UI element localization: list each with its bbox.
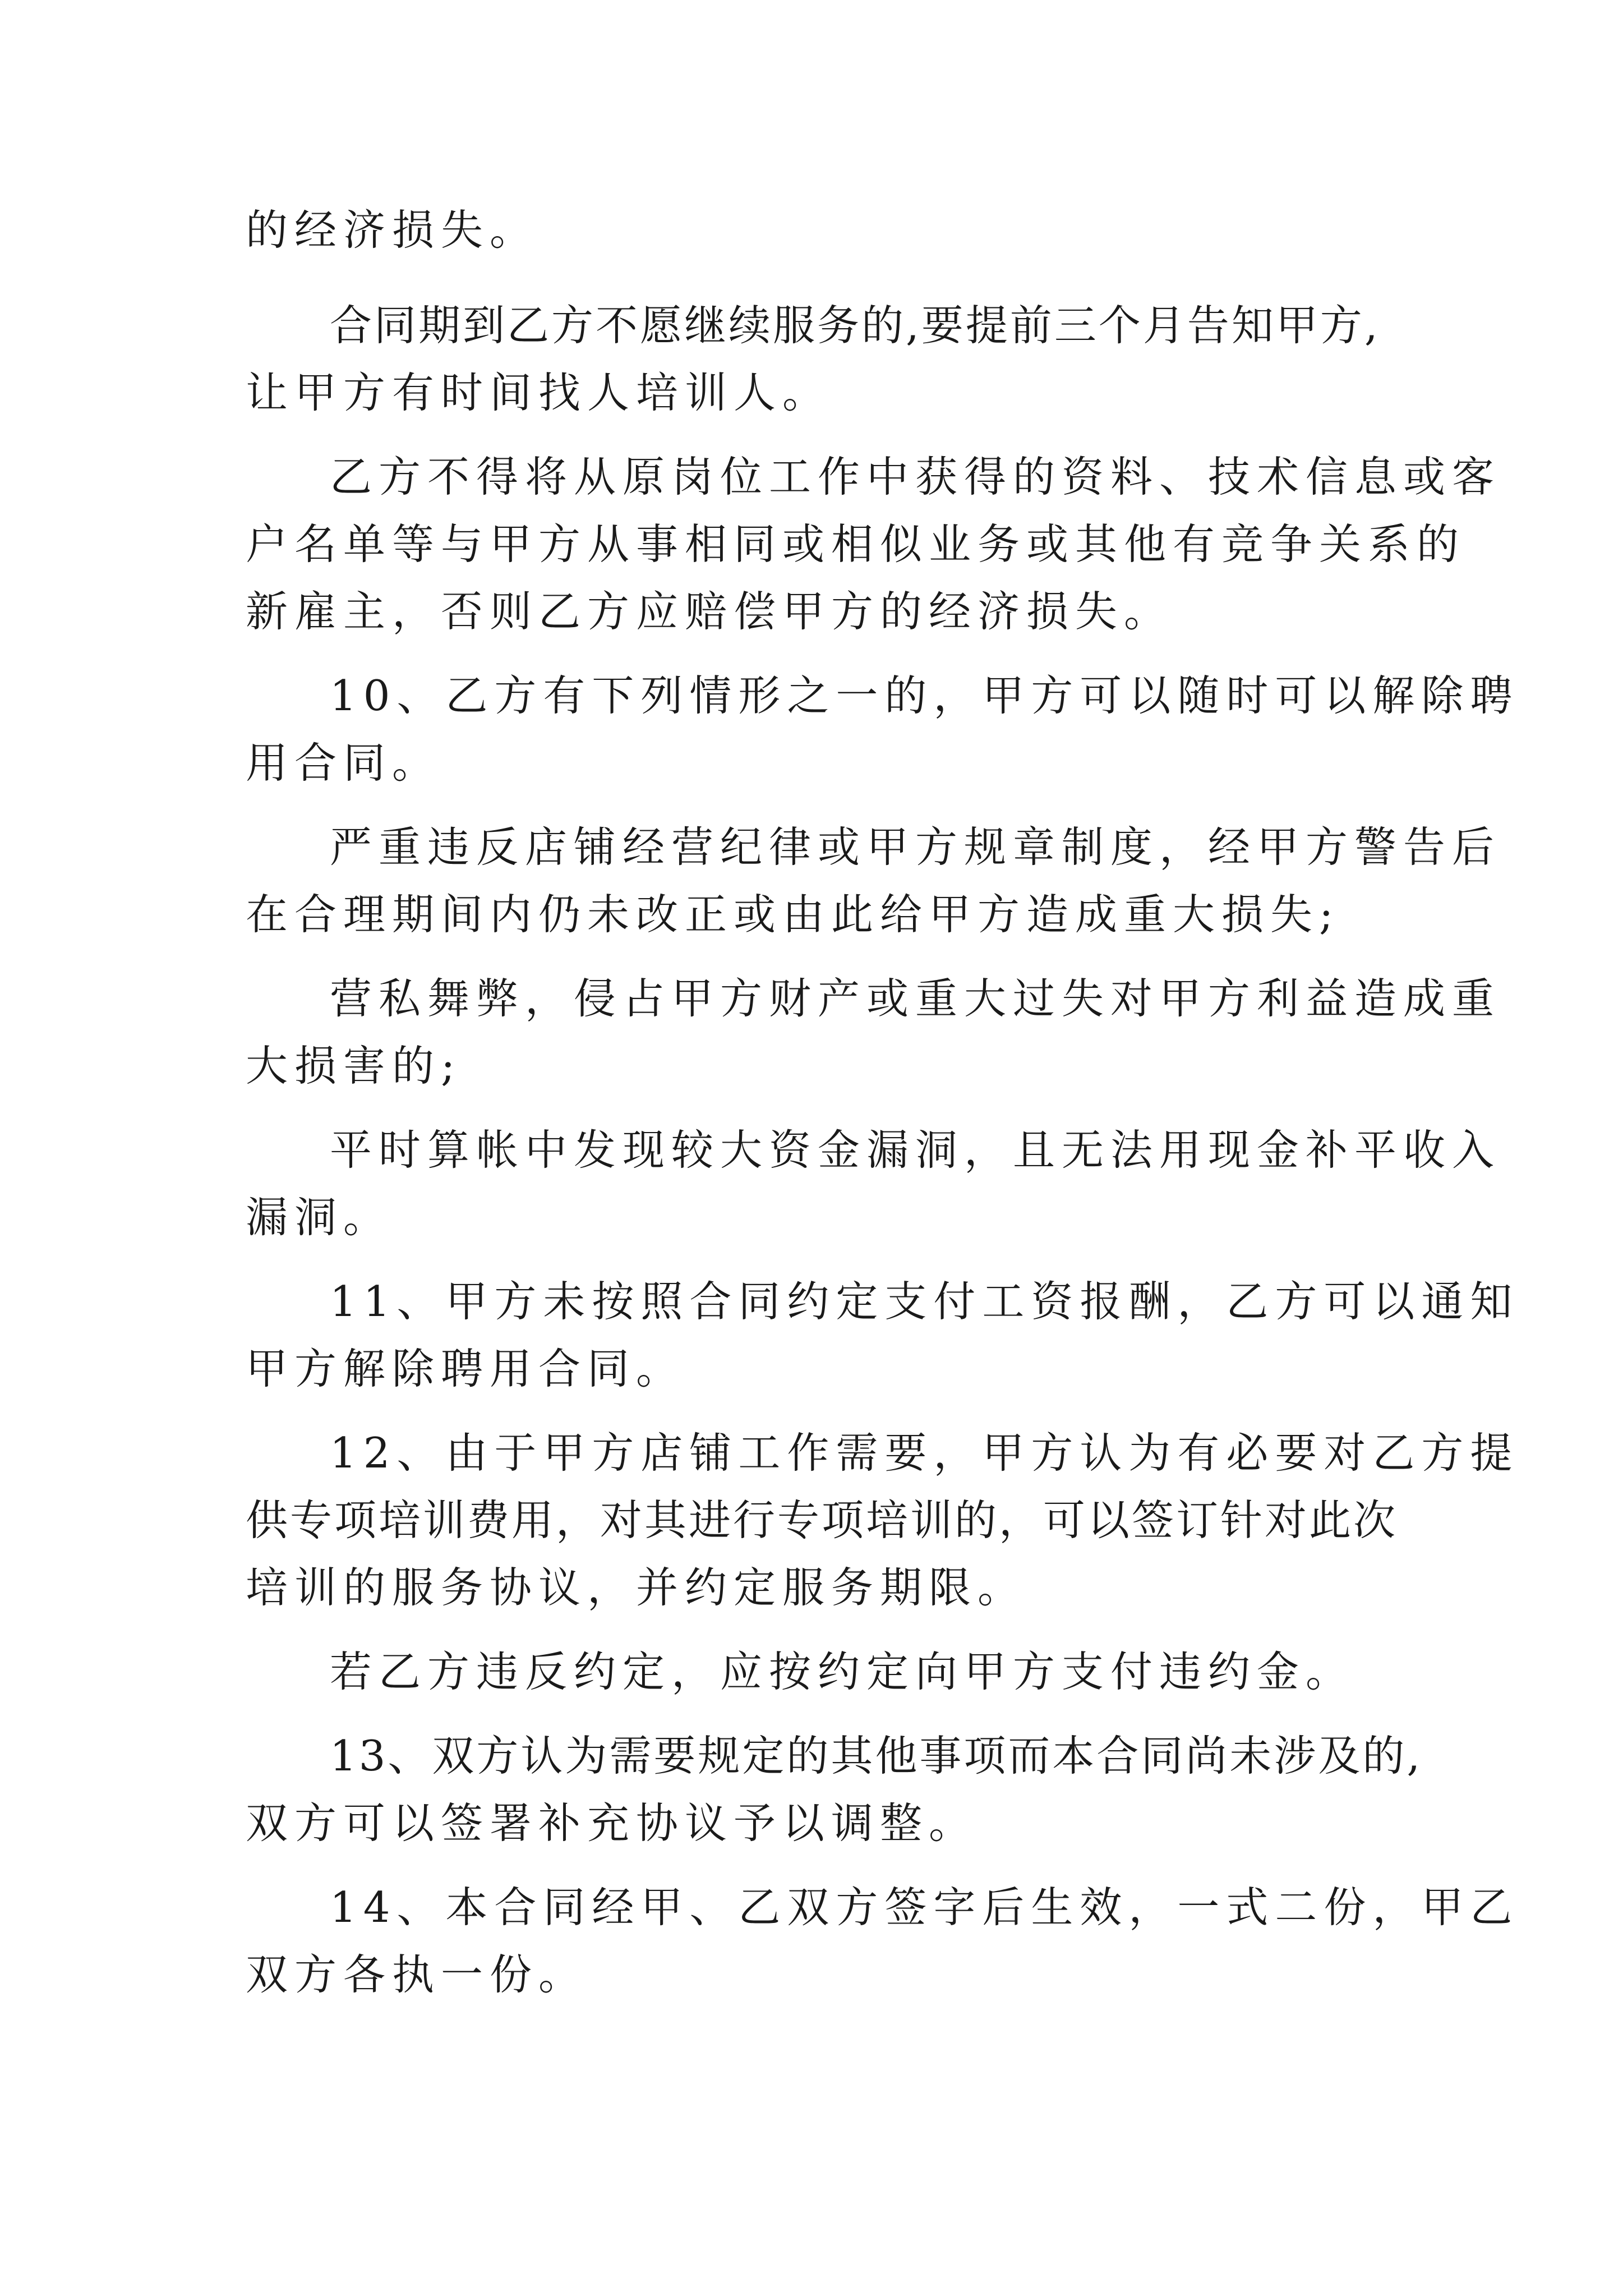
text-line: 让甲方有时间找人培训人。 <box>246 368 832 417</box>
text-line: 甲方解除聘用合同。 <box>246 1344 685 1393</box>
text-line: 新雇主，否则乙方应赔偿甲方的经济损失。 <box>246 587 1173 636</box>
text-line: 双方可以签署补充协议予以调整。 <box>246 1798 978 1848</box>
text-line: 供专项培训费用，对其进行专项培训的，可以签订针对此次 <box>246 1496 1398 1545</box>
text-line: 乙方不得将从原岗位工作中获得的资料、技术信息或客 <box>330 452 1501 501</box>
text-line: 严重违反店铺经营纪律或甲方规章制度，经甲方警告后 <box>330 822 1501 872</box>
text-line: 11、甲方未按照合同约定支付工资报酬，乙方可以通知 <box>330 1277 1519 1326</box>
text-line: 大损害的; <box>246 1041 462 1091</box>
text-line: 用合同。 <box>246 738 441 788</box>
text-line: 10、乙方有下列情形之一的，甲方可以随时可以解除聘 <box>330 671 1519 720</box>
text-line: 户名单等与甲方从事相同或相似业务或其他有竞争关系的 <box>246 519 1466 569</box>
text-line: 合同期到乙方不愿继续服务的,要提前三个月告知甲方, <box>330 301 1380 350</box>
text-line: 13、双方认为需要规定的其他事项而本合同尚未涉及的, <box>330 1731 1423 1780</box>
text-line: 的经济损失。 <box>246 205 539 255</box>
text-line: 14、本合同经甲、乙双方签字后生效，一式二份，甲乙 <box>330 1883 1519 1932</box>
text-line: 双方各执一份。 <box>246 1950 588 1999</box>
text-line: 在合理期间内仍未改正或由此给甲方造成重大损失; <box>246 890 1340 939</box>
text-line: 培训的服务协议，并约定服务期限。 <box>246 1563 1027 1612</box>
text-line: 平时算帐中发现较大资金漏洞，且无法用现金补平收入 <box>330 1125 1501 1175</box>
text-line: 若乙方违反约定，应按约定向甲方支付违约金。 <box>330 1647 1355 1696</box>
text-line: 营私舞弊，侵占甲方财产或重大过失对甲方利益造成重 <box>330 974 1501 1023</box>
text-line: 漏洞。 <box>246 1193 393 1242</box>
text-line: 12、由于甲方店铺工作需要，甲方认为有必要对乙方提 <box>330 1428 1519 1478</box>
